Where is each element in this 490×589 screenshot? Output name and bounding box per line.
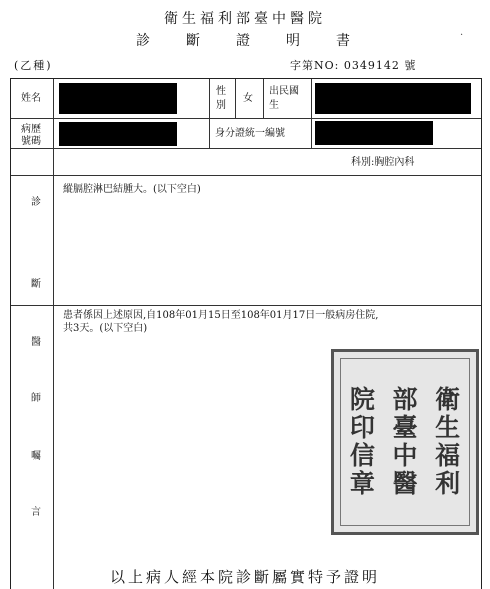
column-divider xyxy=(209,79,210,148)
birth-redaction xyxy=(315,83,471,114)
seal-column: 衛 生 福 利 xyxy=(435,385,461,498)
record-label-bottom: 號碼 xyxy=(21,136,41,147)
column-divider xyxy=(53,175,54,589)
certification-statement: 以上病人經本院診斷屬實特予證明 xyxy=(109,568,380,586)
copy-type: (乙種) xyxy=(14,59,53,72)
row-divider xyxy=(11,305,481,306)
birth-label-bottom: 生 xyxy=(269,100,279,111)
id-label: 身分證統一編號 xyxy=(215,128,285,139)
advice-label: 囑 xyxy=(31,451,41,462)
advice-label: 醫 xyxy=(31,337,41,348)
row-divider xyxy=(11,118,481,119)
column-divider xyxy=(235,79,236,118)
row-divider xyxy=(11,175,481,176)
hospital-seal xyxy=(331,349,479,535)
title-char: 診 xyxy=(136,33,154,49)
document-title xyxy=(0,30,490,50)
diagnosis-text: 縱膈腔淋巴結腫大。(以下空白) xyxy=(63,184,201,195)
diagnosis-label-top: 診 xyxy=(31,197,41,208)
title-char: 明 xyxy=(286,33,304,49)
advice-text-line1: 患者係因上述原因,自108年01月15日至108年01月17日一般病房住院, xyxy=(63,310,379,321)
serial-suffix: 號 xyxy=(404,59,417,72)
title-char: 斷 xyxy=(186,33,204,49)
serial-number xyxy=(290,57,416,73)
serial-label: 字第NO: xyxy=(290,59,340,72)
diagnosis-label-bottom: 斷 xyxy=(31,279,41,290)
certificate-form xyxy=(10,78,482,589)
id-redaction xyxy=(315,121,433,145)
birth-label-top: 出民國 xyxy=(269,86,299,97)
hospital-name: 衛生福利部臺中醫院 xyxy=(164,11,326,27)
record-redaction xyxy=(59,122,177,146)
record-label-top: 病歷 xyxy=(21,124,41,135)
title-char: 證 xyxy=(236,33,254,49)
column-divider xyxy=(53,79,54,175)
seal-column: 部 臺 中 醫 xyxy=(392,385,418,498)
advice-label: 師 xyxy=(31,393,41,404)
department: 科別:胸腔內科 xyxy=(351,157,415,168)
column-divider xyxy=(263,79,264,118)
row-divider xyxy=(11,148,481,149)
gender-label-bottom: 別 xyxy=(216,100,226,111)
name-redaction xyxy=(59,83,177,114)
serial-value: 0349142 xyxy=(343,59,400,72)
advice-text-line2: 共3天。(以下空白) xyxy=(63,323,148,334)
corner-mark: · xyxy=(460,30,464,41)
seal-column: 院 印 信 章 xyxy=(349,385,375,498)
column-divider xyxy=(311,79,312,148)
name-label: 姓名 xyxy=(21,93,41,104)
seal-inner xyxy=(340,358,470,526)
advice-label: 言 xyxy=(31,507,41,518)
title-char: 書 xyxy=(336,33,354,49)
gender-value: 女 xyxy=(243,93,253,104)
gender-label-top: 性 xyxy=(216,86,226,97)
